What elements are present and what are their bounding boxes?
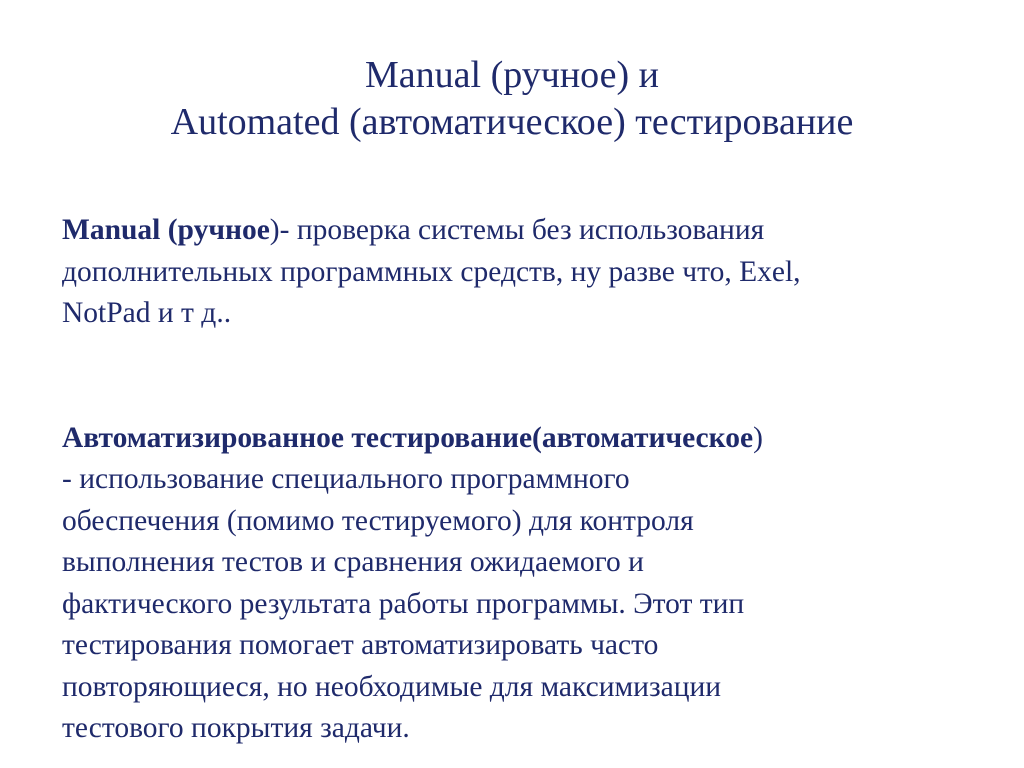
automated-line: фактического результата работы программы. Этот тип (62, 587, 745, 620)
manual-line-3: NotPad и т д.. (62, 297, 232, 329)
automated-term-line (62, 418, 982, 460)
section-spacer (62, 335, 982, 418)
automated-line: тестового покрытия задачи. (62, 712, 410, 744)
manual-line-1 (62, 210, 982, 252)
title-line-2: Automated (автоматическое) тестирование (170, 101, 854, 143)
automated-line: - использование специального программного (62, 463, 630, 495)
manual-term: Manual (ручное (62, 214, 270, 246)
automated-term-close: ) (753, 421, 763, 454)
title-line-1: Manual (ручное) и (365, 54, 659, 96)
automated-line: тестирования помогает автоматизировать часто (62, 629, 659, 661)
automated-definition (62, 418, 982, 750)
automated-term: Автоматизированное тестирование(автоматическое (62, 421, 754, 454)
slide-title (0, 52, 1024, 146)
manual-line-1-rest: )- проверка системы без использования (269, 214, 765, 246)
manual-definition (62, 210, 982, 335)
automated-line: обеспечения (помимо тестируемого) для контроля (62, 504, 694, 537)
automated-line: повторяющиеся, но необходимые для максимизации (62, 670, 722, 703)
manual-line-2: дополнительных программных средств, ну разве что, Exel, (62, 255, 801, 288)
automated-line: выполнения тестов и сравнения ожидаемого и (62, 546, 644, 578)
slide-body (62, 210, 982, 750)
